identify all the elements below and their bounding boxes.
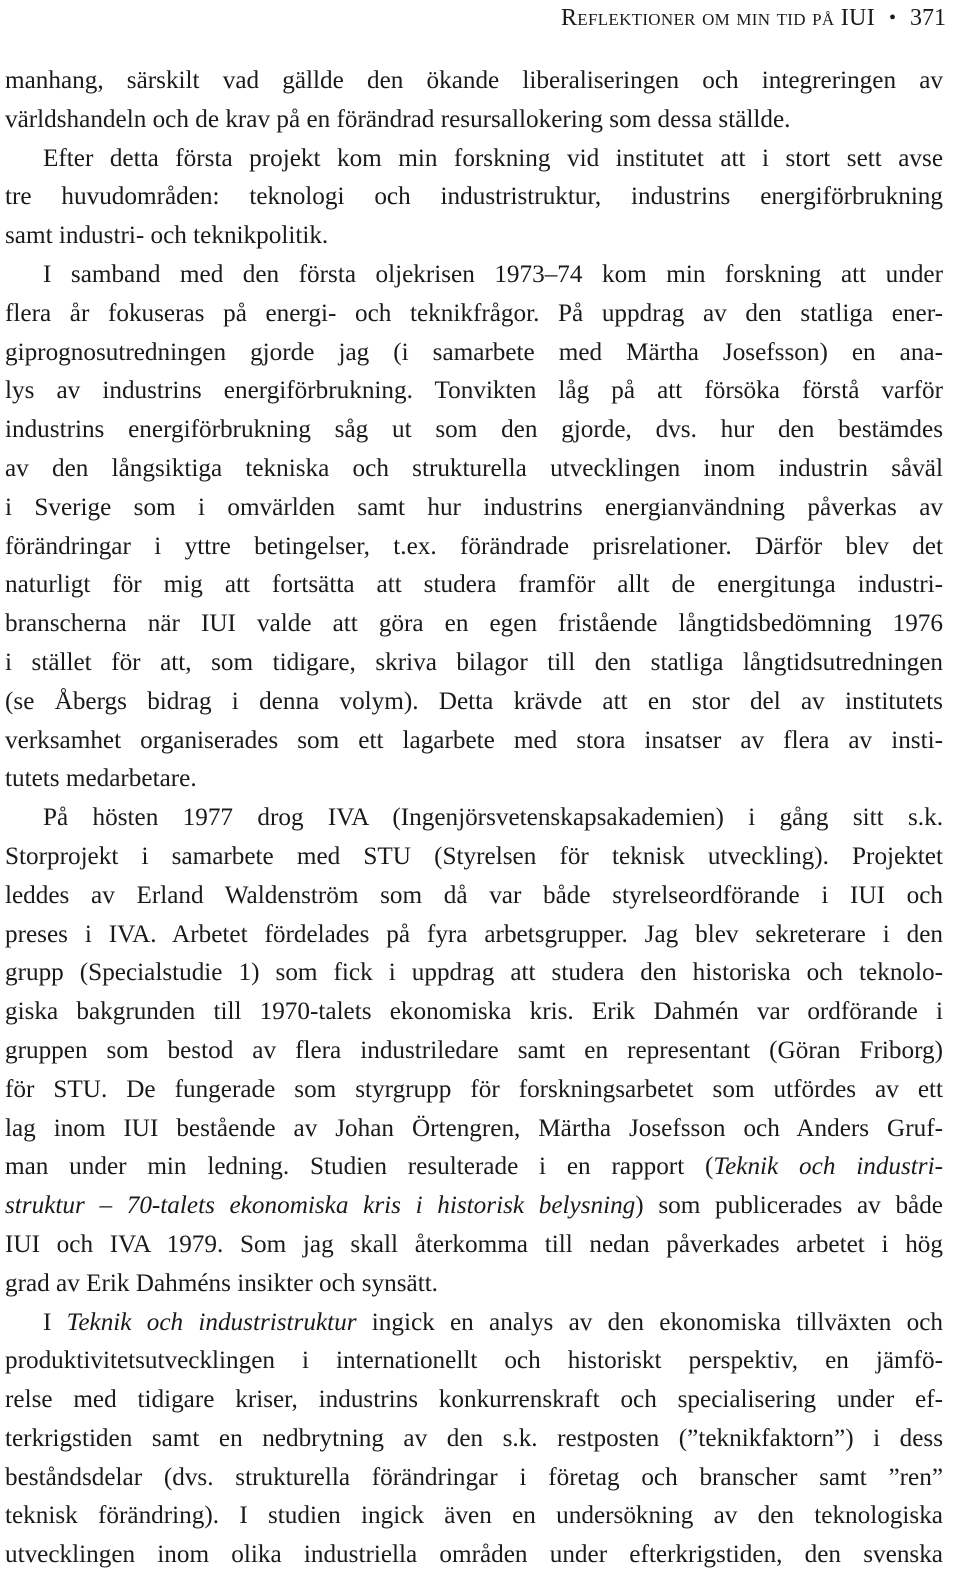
text-run: förändringar i yttre betingelser, t.ex. förändrade prisrelationer. Därför blev det — [5, 532, 943, 560]
text-line — [5, 62, 943, 101]
text-line — [5, 1497, 943, 1536]
text-line — [5, 916, 943, 955]
text-line — [5, 217, 943, 256]
text-run: flera år fokuseras på energi- och teknikfrågor. På uppdrag av den statliga ener- — [5, 299, 943, 327]
text-line — [5, 954, 943, 993]
text-line — [5, 799, 943, 838]
text-run: ) som publicerades av både — [635, 1192, 943, 1220]
text-run: teknisk förändring). I studien ingick även en undersökning av den teknologiska — [5, 1502, 943, 1530]
text-run: Storprojekt i samarbete med STU (Styrelsen för teknisk utveckling). Projektet — [5, 842, 943, 870]
text-line — [5, 1420, 943, 1459]
text-line — [5, 644, 943, 683]
text-line — [5, 1226, 943, 1265]
text-run: branscherna när IUI valde att göra en egen fristående långtidsbedömning 1976 — [5, 610, 943, 638]
text-run: lys av industrins energiförbrukning. Tonvikten låg på att försöka förstå varför — [5, 377, 943, 405]
text-run: I — [43, 1308, 67, 1336]
text-run: ingick en analys av den ekonomiska tillväxten och — [356, 1308, 944, 1336]
text-line — [5, 605, 943, 644]
text-run: manhang, särskilt vad gällde den ökande liberaliseringen och integreringen av — [5, 67, 943, 94]
text-run: På hösten 1977 drog IVA (Ingenjörsvetenskapsakademien) i gång sitt s.k. — [43, 804, 943, 832]
text-line — [5, 489, 943, 528]
body-text — [5, 62, 943, 1575]
text-line — [5, 1381, 943, 1420]
text-run: industrins energiförbrukning såg ut som den gjorde, dvs. hur den bestämdes — [5, 416, 943, 444]
text-run: i Sverige som i omvärlden samt hur industrins energianvändning påverkas av — [5, 493, 943, 521]
text-run: tre huvudområden: teknologi och industristruktur, industrins energiförbrukning — [5, 183, 943, 211]
text-line — [5, 1536, 943, 1575]
text-run: leddes av Erland Waldenström som då var både styrelseordförande i IUI och — [5, 881, 943, 909]
text-run: preses i IVA. Arbetet fördelades på fyra arbetsgrupper. Jag blev sekreterare i den — [5, 920, 943, 948]
text-run: tutets medarbetare. — [5, 765, 197, 793]
italic-title-run: Teknik och industristruktur — [66, 1308, 357, 1336]
text-run: verksamhet organiserades som ett lagarbete med stora insatser av flera av insti- — [5, 726, 943, 754]
text-line — [5, 1304, 943, 1343]
text-line — [5, 140, 943, 179]
text-run: giprognosutredningen gjorde jag (i samarbete med Märtha Josefsson) en ana- — [5, 338, 943, 366]
text-run: samt industri- och teknikpolitik. — [5, 222, 329, 250]
text-run: lag inom IUI bestående av Johan Örtengren, Märtha Josefsson och Anders Gruf- — [5, 1114, 943, 1142]
text-line — [5, 1032, 943, 1071]
text-line — [5, 1187, 943, 1226]
page-number: 371 — [910, 5, 946, 31]
text-line — [5, 722, 943, 761]
bullet-separator: • — [888, 7, 896, 29]
text-run: man under min ledning. Studien resulterade i en rapport ( — [5, 1153, 714, 1181]
text-run: IUI och IVA 1979. Som jag skall återkomma till nedan påverkades arbetet i hög — [5, 1230, 943, 1258]
text-run: produktivitetsutvecklingen i internationellt och historiskt perspektiv, en jämfö- — [5, 1347, 943, 1375]
text-line — [5, 411, 943, 450]
text-run: grad av Erik Dahméns insikter och synsätt. — [5, 1269, 438, 1297]
text-run: naturligt för mig att fortsätta att studera framför allt de energitunga industri- — [5, 571, 943, 599]
text-line — [5, 1110, 943, 1149]
text-run: gruppen som bestod av flera industriledare samt en representant (Göran Friborg) — [5, 1036, 943, 1064]
text-run: för STU. De fungerade som styrgrupp för forskningsarbetet som utfördes av ett — [5, 1075, 943, 1103]
text-line — [5, 450, 943, 489]
text-line — [5, 1071, 943, 1110]
text-run: giska bakgrunden till 1970-talets ekonomiska kris. Erik Dahmén var ordförande i — [5, 998, 943, 1026]
text-run: utvecklingen inom olika industriella områden under efterkrigstiden, den svenska — [5, 1541, 943, 1569]
text-line — [5, 295, 943, 334]
text-line — [5, 683, 943, 722]
text-run: Efter detta första projekt kom min forskning vid institutet att i stort sett avse — [43, 144, 943, 172]
text-line — [5, 877, 943, 916]
running-header — [561, 0, 946, 36]
text-line — [5, 101, 943, 140]
text-line — [5, 334, 943, 373]
text-run: beståndsdelar (dvs. strukturella förändringar i företag och branscher samt ”ren” — [5, 1463, 943, 1491]
text-line — [5, 256, 943, 295]
text-line — [5, 528, 943, 567]
italic-title-run: Teknik och industri- — [713, 1153, 943, 1181]
text-line — [5, 993, 943, 1032]
text-line — [5, 178, 943, 217]
text-run: av den långsiktiga tekniska och strukturella utvecklingen inom industrin såväl — [5, 454, 943, 482]
text-line — [5, 372, 943, 411]
text-line — [5, 760, 943, 799]
running-title: Reflektioner om min tid på IUI — [560, 5, 875, 31]
text-line — [5, 566, 943, 605]
text-run: relse med tidigare kriser, industrins konkurrenskraft och specialisering under ef- — [5, 1386, 943, 1414]
text-line — [5, 1459, 943, 1498]
text-line — [5, 1265, 943, 1304]
text-run: i stället för att, som tidigare, skriva bilagor till den statliga långtidsutredningen — [5, 648, 943, 676]
text-run: (se Åbergs bidrag i denna volym). Detta krävde att en stor del av institutets — [5, 687, 943, 715]
text-run: grupp (Specialstudie 1) som fick i uppdrag att studera den historiska och teknolo- — [5, 959, 943, 987]
text-line — [5, 1148, 943, 1187]
text-run: I samband med den första oljekrisen 1973–74 kom min forskning att under — [43, 260, 943, 288]
text-run: världshandeln och de krav på en förändrad resursallokering som dessa ställde. — [5, 105, 791, 133]
italic-title-run: struktur – 70-talets ekonomiska kris i historisk belysning — [5, 1192, 636, 1220]
text-run: terkrigstiden samt en nedbrytning av den s.k. restposten (”teknikfaktorn”) i dess — [5, 1424, 943, 1452]
text-line — [5, 838, 943, 877]
text-line — [5, 1342, 943, 1381]
